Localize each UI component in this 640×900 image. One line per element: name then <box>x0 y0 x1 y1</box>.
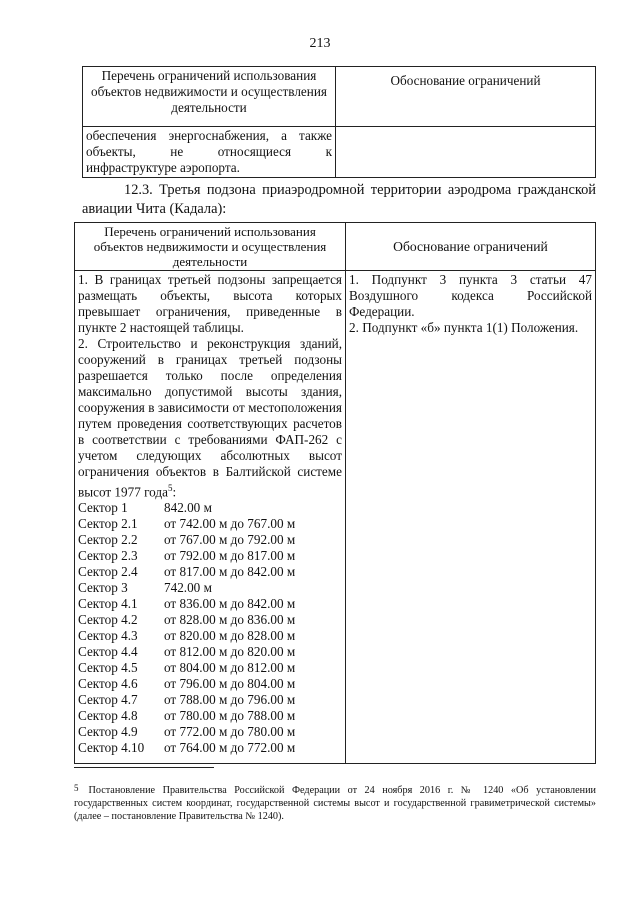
list-item <box>78 708 342 724</box>
footnote <box>74 784 596 823</box>
sector-name: Сектор 4.7 <box>78 692 138 708</box>
footnote-reference: 5 <box>167 483 173 493</box>
list-item <box>78 628 342 644</box>
sector-name: Сектор 2.1 <box>78 516 138 532</box>
sector-height: от 820.00 м до 828.00 м <box>164 628 296 644</box>
table-header-row <box>83 67 596 127</box>
page-number: 213 <box>309 36 331 51</box>
sector-height: от 812.00 м до 820.00 м <box>164 644 296 660</box>
sector-height: от 780.00 м до 788.00 м <box>164 708 296 724</box>
list-item <box>78 740 342 756</box>
footnote-separator <box>74 767 214 768</box>
table-header-row <box>75 223 596 271</box>
list-item <box>78 564 342 580</box>
sector-height: 742.00 м <box>164 580 212 596</box>
footnote-mark: 5 <box>74 783 79 793</box>
sector-height: от 767.00 м до 792.00 м <box>164 532 296 548</box>
sector-name: Сектор 4.5 <box>78 660 138 676</box>
sector-name: Сектор 4.9 <box>78 724 138 740</box>
table-row <box>75 271 596 764</box>
sector-name: Сектор 2.3 <box>78 548 138 564</box>
sector-name: Сектор 4.3 <box>78 628 138 644</box>
sector-name: Сектор 4.8 <box>78 708 138 724</box>
list-item <box>78 532 342 548</box>
sector-height: от 764.00 м до 772.00 м <box>164 740 296 756</box>
sector-list <box>78 500 342 756</box>
list-item <box>78 580 342 596</box>
sector-name: Сектор 2.2 <box>78 532 138 548</box>
sector-name: Сектор 4.4 <box>78 644 138 660</box>
footnote-text: Постановление Правительства Российской Федерации от 24 ноября 2016 г. № 1240 «Об установлении государственных систем координат, государственной системы высот и государственной гравиметрической системы» (далее – постановление Правительства № 1240). <box>74 785 596 822</box>
sector-name: Сектор 2.4 <box>78 564 138 580</box>
list-item <box>78 676 342 692</box>
third-subzone-table <box>74 222 596 764</box>
sector-name: Сектор 4.2 <box>78 612 138 628</box>
list-item <box>78 500 342 516</box>
list-item <box>78 724 342 740</box>
header-justification: Обоснование ограничений <box>346 223 596 271</box>
list-item <box>78 516 342 532</box>
list-item <box>78 612 342 628</box>
restrictions-table-continued <box>82 66 596 178</box>
list-item <box>78 548 342 564</box>
section-heading: 12.3. Третья подзона приаэродромной территории аэродрома гражданской авиации Чита (Кадала): <box>82 182 596 217</box>
restriction-paragraph-1: 1. В границах третьей подзоны запрещается размещать объекты, высота которых превышает ограничения, приведенные в пункте 2 настоящей таблицы. <box>78 272 342 335</box>
sector-height: от 796.00 м до 804.00 м <box>164 676 296 692</box>
sector-height: 842.00 м <box>164 500 212 516</box>
restriction-paragraph-2-text: 2. Строительство и реконструкция зданий, сооружений в границах третьей подзоны разрешается только после определения максимально допустимой высоты здания, сооружения в зависимости от местоположения путем проведения соответствующих расчетов в соответствии с требованиями ФАП-262 с учетом следующих абсолютных высот ограничения объектов в Балтийской системе высот 1977 года <box>78 336 342 500</box>
restrictions-cell <box>75 271 346 764</box>
sector-height: от 792.00 м до 817.00 м <box>164 548 296 564</box>
justification-item-1: 1. Подпункт 3 пункта 3 статьи 47 Воздушного кодекса Российской Федерации. <box>349 272 592 319</box>
justification-item-2: 2. Подпункт «б» пункта 1(1) Положения. <box>349 320 579 335</box>
table-row <box>83 127 596 178</box>
sector-height: от 772.00 м до 780.00 м <box>164 724 296 740</box>
list-item <box>78 596 342 612</box>
sector-name: Сектор 4.10 <box>78 740 145 756</box>
justification-cell <box>346 271 596 764</box>
sector-height: от 742.00 м до 767.00 м <box>164 516 296 532</box>
sector-name: Сектор 4.6 <box>78 676 138 692</box>
header-restrictions-list: Перечень ограничений использования объектов недвижимости и осуществления деятельности <box>83 67 336 127</box>
sector-name: Сектор 4.1 <box>78 596 138 612</box>
list-item <box>78 692 342 708</box>
restriction-text: обеспечения энергоснабжения, а также объекты, не относящиеся к инфраструктуре аэропорта. <box>83 127 336 178</box>
sector-name: Сектор 1 <box>78 500 128 516</box>
list-item <box>78 644 342 660</box>
sector-name: Сектор 3 <box>78 580 128 596</box>
list-item <box>78 660 342 676</box>
sector-height: от 817.00 м до 842.00 м <box>164 564 296 580</box>
restriction-paragraph-2-end: : <box>172 484 177 500</box>
sector-height: от 804.00 м до 812.00 м <box>164 660 296 676</box>
header-restrictions-list: Перечень ограничений использования объектов недвижимости и осуществления деятельности <box>75 223 346 271</box>
restriction-paragraph-2 <box>78 336 342 500</box>
justification-cell-empty <box>336 127 596 178</box>
sector-height: от 836.00 м до 842.00 м <box>164 596 296 612</box>
sector-height: от 788.00 м до 796.00 м <box>164 692 296 708</box>
header-justification: Обоснование ограничений <box>336 67 596 127</box>
sector-height: от 828.00 м до 836.00 м <box>164 612 296 628</box>
